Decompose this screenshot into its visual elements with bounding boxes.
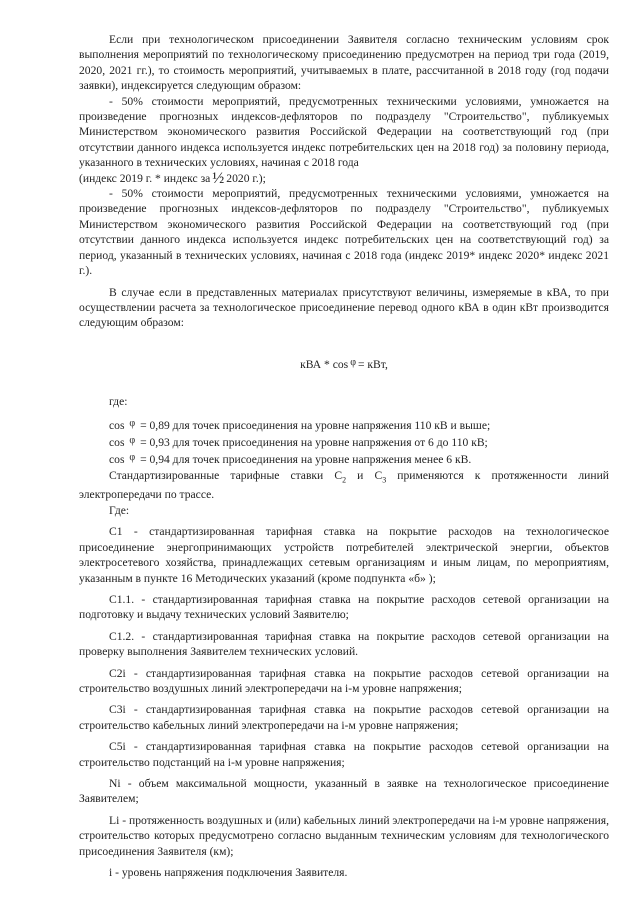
where-label: где: xyxy=(109,395,128,409)
phi-symbol: φ xyxy=(350,356,356,368)
paragraph-index-first-half xyxy=(79,94,609,171)
cos-label: cos xyxy=(109,418,125,432)
paragraph-indexation-intro: Если при технологическом присоединении Заявителя согласно техническим условиям срок выполнения мероприятий по технологическому присоединению предусмотрен на период три года (2019, 2020, 2021 гг.), то стоимость мероприятий, учитываемых в плате, рассчитанной в 2018 году (год подачи заявки), индексируется следующим образом: xyxy=(79,33,609,93)
formula-left: кВА * cos xyxy=(300,357,349,371)
tariff-text-b: и С xyxy=(357,468,383,482)
cos-label: cos xyxy=(109,453,125,467)
phi-symbol: φ xyxy=(129,417,136,429)
conversion-formula xyxy=(79,355,609,372)
subscript-3: 3 xyxy=(382,475,387,485)
definition-c3i: С3i - стандартизированная тарифная ставка на покрытие расходов сетевой организации на строительство кабельных линий электропередачи на i-м уровне напряжения; xyxy=(79,703,609,732)
paragraph-index-full-period: - 50% стоимости мероприятий, предусмотренных техническими условиями, умножается на произведение прогнозных индексов-дефляторов по подразделу "Строительство", публикуемых Министерством экономического развития Российской Федерации на соответствующий год (при отсутствии данного индекса используется индекс потребительских цен на соответствующий год) за период, указанный в технических условиях, начиная с 2018 года (индекс 2019* индекс 2020* индекс 2021 г.). xyxy=(79,187,609,278)
cos-value-1: = 0,89 для точек присоединения на уровне напряжения 110 кВ и выше; xyxy=(140,418,491,432)
paragraph-index-first-half-text: - 50% стоимости мероприятий, предусмотренных техническими условиями, умножается на произведение прогнозных индексов-дефляторов по подразделу "Строительство", публикуемых Министерством экономического развития Российской Федерации на соответствующий год (при отсутствии данного индекса используется индекс потребительских цен на 2018 год) за половину периода, указанного в технических условиях, начиная с 2018 года xyxy=(79,94,609,170)
formula-right: = кВт, xyxy=(357,357,388,371)
index-formula-end: 2020 г.); xyxy=(226,171,266,185)
phi-symbol: φ xyxy=(129,452,136,464)
definition-c1: С1 - стандартизированная тарифная ставка на покрытие расходов на технологическое присоединение энергопринимающих устройств потребителей электрической энергии, объектов электросетевого хозяйства, принадлежащих сетевым организациям и иным лицам, по мероприятиям, указанным в пункте 16 Методических указаний (кроме подпункта «б» ); xyxy=(79,525,609,585)
index-formula-start: (индекс 2019 г. * индекс за xyxy=(79,171,211,185)
cos-label: cos xyxy=(109,435,125,449)
definition-c1-1: С1.1. - стандартизированная тарифная ставка на покрытие расходов сетевой организации на подготовку и выдачу технических условий Заявителю; xyxy=(79,592,609,622)
cos-value-3: = 0,94 для точек присоединения на уровне напряжения менее 6 кВ. xyxy=(140,453,472,467)
index-formula-line xyxy=(79,171,609,186)
phi-symbol: φ xyxy=(129,434,136,446)
tariff-text-c: применяются к протяженности линий электропередачи по трассе. xyxy=(79,468,609,502)
cos-line-2 xyxy=(109,433,609,450)
cos-value-2: = 0,93 для точек присоединения на уровне напряжения от 6 до 110 кВ; xyxy=(140,435,488,449)
subscript-2: 2 xyxy=(342,475,347,485)
tariff-text-a: Стандартизированные тарифные ставки С xyxy=(109,468,343,482)
definition-i: i - уровень напряжения подключения Заявителя. xyxy=(109,866,348,879)
definition-c5i: С5i - стандартизированная тарифная ставка на покрытие расходов сетевой организации на строительство подстанций на i-м уровне напряжения; xyxy=(79,740,609,769)
paragraph-kva-conversion: В случае если в представленных материалах присутствуют величины, измеряемые в кВА, то при осуществлении расчета за технологическое присоединение перевод одного кВА в один кВт производится следующим образом: xyxy=(79,285,609,330)
paragraph-tariff-rates xyxy=(79,468,609,503)
definition-c1-2: С1.2. - стандартизированная тарифная ставка на покрытие расходов сетевой организации на проверку выполнения Заявителем технических условий. xyxy=(79,629,609,659)
document-page xyxy=(79,0,609,880)
definition-ni: Ni - объем максимальной мощности, указанный в заявке на технологическое присоединение Заявителем; xyxy=(79,776,609,806)
definition-c2i: С2i - стандартизированная тарифная ставка на покрытие расходов сетевой организации на строительство воздушных линий электропередачи на i-м уровне напряжения; xyxy=(79,666,609,695)
cos-line-1 xyxy=(109,416,609,433)
half-fraction: ½ xyxy=(212,169,225,187)
definition-li: Li - протяженность воздушных и (или) кабельных линий электропередачи на i-м уровне напряжения, строительство которых предусмотрено согласно выданным техническим условиям для технологического присоединения Заявителя (км); xyxy=(79,813,609,858)
where-label-2: Где: xyxy=(109,503,130,517)
cos-line-3 xyxy=(109,450,609,467)
